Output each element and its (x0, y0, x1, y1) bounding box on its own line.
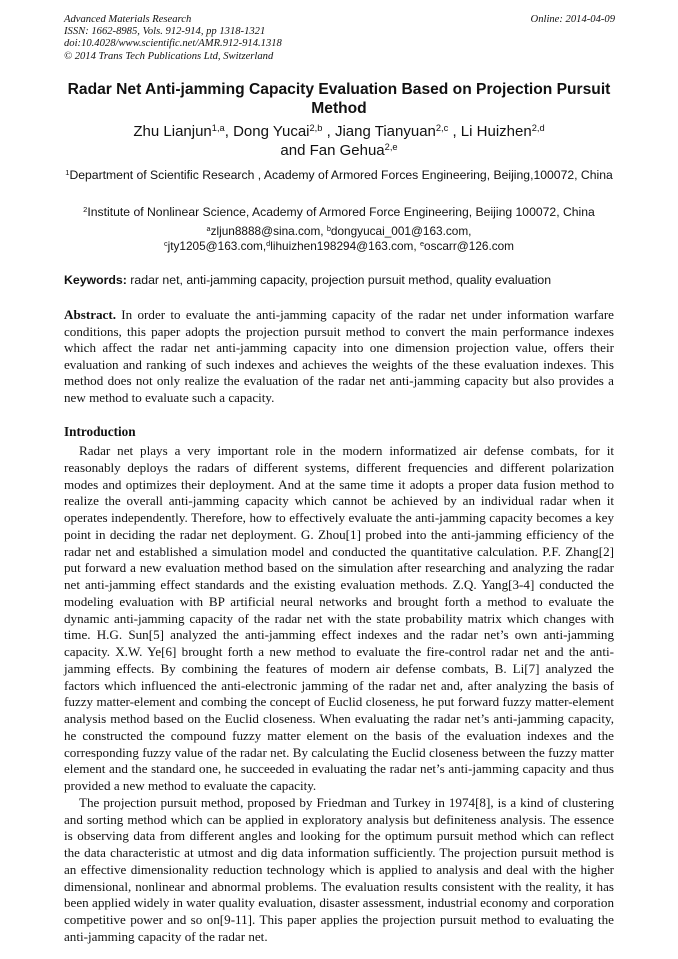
abstract-label: Abstract. (64, 307, 116, 322)
affiliation-sup: 2 (83, 204, 88, 214)
author-list (64, 122, 614, 160)
email-sup: a (206, 223, 211, 233)
paragraph: The projection pursuit method, proposed by Friedman and Turkey in 1974[8], is a kind of clustering and sorting method which can be applied in exploratory analysis but definiteness analysis. The essence is observing data from different angles and looking for the optimum pursuit method which can reflect the data characteristic at utmost and dig data information sufficiently. The projection pursuit method is an effective dimensionality reduction technology which is applied to analysis and deal with the higher dimensional, nonlinear and abnormal problems. The evaluation results consistent with the reality, it has been applied widely in water quality evaluation, disaster assessment, industrial economy and corporation competitive power and so on[9-11]. This paper applies the projection pursuit method to evaluating the anti-jamming capacity of the radar net. (64, 794, 614, 944)
author-sup: 2,b (309, 122, 323, 133)
journal-header (64, 14, 282, 63)
author-sep: , (448, 123, 461, 140)
abstract-text: In order to evaluate the anti-jamming capacity of the radar net under information warfare conditions, this paper adopts the projection pursuit method to convert the main performance indexes which affect the radar net anti-jamming capacity into one dimension projection value, offers their evaluation and ranking of such indexes and achieves the weights of the these evaluation indexes. This method does not only realize the evaluation of the radar net anti-jamming capacity but also provides a new method to evaluate such a capacity. (64, 307, 614, 405)
section-heading: Introduction (64, 424, 136, 439)
author-name: Jiang Tianyuan (334, 123, 436, 140)
section-body (64, 443, 614, 946)
email-sup: e (419, 238, 425, 248)
email-sup: c (163, 238, 168, 248)
keywords (64, 273, 614, 287)
author-name: Fan Gehua (309, 142, 385, 159)
author-sup: 2,e (384, 141, 398, 152)
journal-name: Advanced Materials Research (64, 14, 192, 25)
paper-title: Radar Net Anti-jamming Capacity Evaluation Based on Projection Pursuit Method (67, 81, 611, 117)
email: dongyucai_001@163.com, (330, 224, 472, 238)
author-sep: , (224, 123, 234, 140)
author-sup: 2,c (435, 122, 449, 133)
email: jty1205@163.com, (167, 239, 267, 253)
affiliation-text: Institute of Nonlinear Science, Academy of Armored Force Engineering, Beijing 100072, China (87, 205, 595, 219)
paragraph: Radar net plays a very important role in the modern informatized air defense combats, for it reasonably deploys the radars of different systems, different frequencies and different polarization modes and optimizes their deployment. And at the same time it adopts a proper data fusion method to realize the overall anti-jamming capacity which cannot be achieved by an individual radar when it operates independently. Therefore, how to effectively evaluate the anti-jamming capacity becomes a key point in deciding the radar net deployment. G. Zhou[1] probed into the anti-jamming efficiency of the radar net and established a simulation model and conducted the quantitative calculation. P.F. Zhang[2] put forward a new evaluation method based on the simulation after researching and analyzing the radar net anti-jamming effect standards and the existing evaluation methods. Z.Q. Yang[3-4] conducted the modeling evaluation with BP artificial neural networks and brought forth a method to evaluate the dynamic anti-jamming capacity of the radar net with the state probability matrix which changes with time. H.G. Sun[5] analyzed the anti-jamming effect indexes and the radar net’s own anti-jamming capacity. X.W. Ye[6] brought forth a new method to evaluate the fire-control radar net and the anti-jamming effects. By combining the features of modern air defense combats, B. Li[7] analyzed the factors which influenced the anti-electronic jamming of the radar net and, after analyzing the basis of fuzzy matter-element and combing the concept of Euclid closeness, he put forward fuzzy matter-element analysis method based on the Euclid closeness. When evaluating the radar net’s anti-jamming capacity, he constructed the compound fuzzy matter element on the basis of the evaluation indexes and the corresponding fuzzy value of the radar net. By calculating the Euclid closeness between the fuzzy matter element and the standard one, he succeeded in evaluating the radar net’s anti-jamming capacity and thus provided a new method to evaluate the capacity. (64, 443, 614, 793)
doi: doi:10.4028/www.scientific.net/AMR.912-914.1318 (64, 38, 282, 50)
author-sup: 2,d (531, 122, 545, 133)
issn: ISSN: 1662-8985, Vols. 912-914, pp 1318-1321 (64, 26, 266, 38)
author-sep: , (322, 123, 335, 140)
email-sup: d (266, 238, 271, 248)
email: lihuizhen198294@163.com, (270, 239, 420, 253)
affiliation-text: Department of Scientific Research , Academy of Armored Forces Engineering, Beijing,100072, China (69, 168, 613, 182)
email: zljun8888@sina.com, (210, 224, 327, 238)
affiliation-sup: 1 (65, 167, 70, 177)
online-date: Online: 2014-04-09 (530, 14, 615, 25)
email-sup: b (326, 223, 331, 233)
author-name: Li Huizhen (460, 123, 532, 140)
email: oscarr@126.com (424, 239, 515, 253)
copyright: © 2014 Trans Tech Publications Ltd, Switzerland (64, 50, 274, 62)
keywords-text: radar net, anti-jamming capacity, projection pursuit method, quality evaluation (126, 273, 552, 287)
email-list (64, 224, 614, 254)
author-name: Zhu Lianjun (133, 123, 212, 140)
affiliation-2 (64, 204, 614, 220)
author-sep: and (280, 142, 310, 159)
affiliation-1 (64, 167, 614, 183)
author-name: Dong Yucai (233, 123, 310, 140)
abstract (64, 307, 614, 407)
keywords-label: Keywords: (64, 273, 127, 287)
author-sup: 1,a (211, 122, 225, 133)
